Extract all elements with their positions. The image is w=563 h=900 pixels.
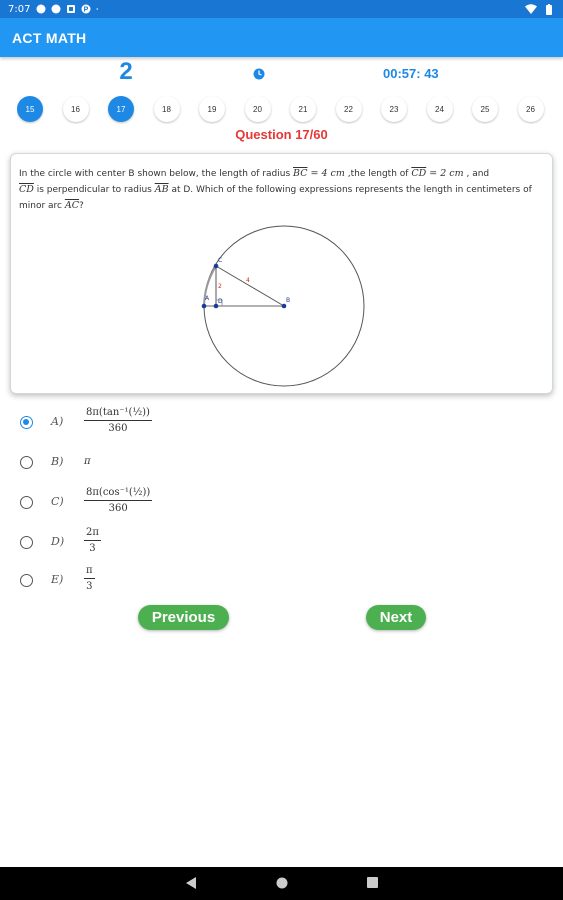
answered-counter: 2 [119, 58, 133, 85]
option-fraction [84, 487, 152, 514]
option-fraction [84, 565, 95, 592]
label-2: 2 [218, 283, 222, 290]
label-b: B [286, 297, 291, 304]
segment-cd: $\overline{CD}$ [19, 184, 34, 195]
question-nav-item[interactable]: 23 [381, 96, 407, 122]
option-value: π [84, 456, 91, 467]
point-c [214, 264, 219, 269]
countdown-timer: 00:57: 43 [383, 66, 439, 81]
home-icon[interactable] [276, 877, 288, 889]
app-title: ACT MATH [12, 29, 87, 46]
question-nav-item[interactable]: 18 [154, 96, 180, 122]
fraction-denominator: 3 [89, 543, 96, 554]
svg-text:P: P [84, 6, 89, 14]
answer-option-b[interactable] [0, 445, 400, 481]
radius-bc [216, 266, 284, 306]
notification-square-icon [66, 4, 76, 14]
question-card [10, 153, 553, 394]
point-b [282, 304, 287, 309]
question-text-part: ,the length of [344, 169, 412, 179]
length-bc: = 4 cm [307, 168, 345, 179]
segment-ab: $\overline{AB}$ [154, 184, 169, 195]
question-nav-item[interactable]: 26 [518, 96, 544, 122]
answer-option-d[interactable] [0, 525, 400, 561]
question-text-part: In the circle with center B shown below, the length of radius [19, 169, 294, 179]
option-letter: D) [51, 535, 65, 548]
fraction-numerator: 8π(tan⁻¹(½)) [84, 407, 152, 421]
option-fraction [84, 407, 152, 434]
notification-app-icon [81, 4, 91, 14]
next-button[interactable]: Next [366, 605, 426, 630]
option-letter: C) [51, 495, 64, 508]
answer-option-a[interactable] [0, 405, 400, 441]
question-number-label: Question 17/60 [235, 127, 328, 142]
wifi-icon [525, 4, 537, 14]
question-nav-item[interactable]: 21 [290, 96, 316, 122]
status-bar [0, 0, 563, 18]
arc-ac: $\overline{AC}$ [64, 200, 80, 211]
question-nav-item[interactable]: 24 [427, 96, 453, 122]
fraction-numerator: 8π(cos⁻¹(½)) [84, 487, 152, 501]
system-nav-bar [0, 867, 563, 900]
question-nav-item[interactable]: 15 [17, 96, 43, 122]
more-dot-icon [96, 4, 101, 14]
option-letter: A) [51, 415, 64, 428]
label-4: 4 [246, 277, 250, 284]
fraction-numerator: 2π [84, 527, 101, 541]
radio-d[interactable] [20, 536, 33, 549]
segment-bc: $\overline{BC}$ [293, 168, 308, 179]
radio-e[interactable] [20, 574, 33, 587]
question-nav-item[interactable]: 16 [63, 96, 89, 122]
question-navigator [17, 96, 563, 124]
status-time: 7:07 [8, 3, 31, 15]
fraction-denominator: 360 [108, 423, 128, 434]
option-letter: B) [51, 455, 64, 468]
option-letter: E) [51, 573, 64, 586]
question-nav-item[interactable]: 19 [199, 96, 225, 122]
segment-cd: $\overline{CD}$ [411, 168, 427, 179]
fraction-denominator: 360 [108, 503, 128, 514]
question-text [19, 166, 547, 214]
fraction-numerator: π [84, 565, 95, 579]
label-a: A [205, 295, 210, 302]
battery-icon [543, 4, 555, 15]
length-cd: = 2 cm [426, 168, 464, 179]
fraction-denominator: 3 [86, 581, 93, 592]
answer-option-c[interactable] [0, 485, 400, 521]
notification-dot-icon [36, 4, 46, 14]
question-text-part: ? [79, 201, 84, 211]
clock-icon [253, 68, 265, 80]
label-d: D [218, 298, 223, 305]
question-text-part: , and [463, 169, 490, 179]
answer-option-e[interactable] [0, 563, 400, 599]
point-a [202, 304, 207, 309]
radio-c[interactable] [20, 496, 33, 509]
back-icon[interactable] [186, 877, 197, 889]
circle-diagram [196, 224, 371, 389]
option-fraction [84, 527, 101, 554]
previous-button[interactable]: Previous [138, 605, 229, 630]
app-bar [0, 18, 563, 57]
question-nav-item[interactable]: 22 [336, 96, 362, 122]
question-text-part: is perpendicular to radius [33, 185, 155, 195]
label-c: C [218, 257, 223, 264]
question-text-part: at D. Which of the following expressions represents the length in centimeters of minor arc [19, 185, 532, 211]
question-nav-item[interactable]: 17 [108, 96, 134, 122]
radio-b[interactable] [20, 456, 33, 469]
recents-icon[interactable] [367, 877, 378, 888]
notification-dot-icon [51, 4, 61, 14]
question-nav-item[interactable]: 20 [245, 96, 271, 122]
radio-a[interactable] [20, 416, 33, 429]
question-nav-item[interactable]: 25 [472, 96, 498, 122]
